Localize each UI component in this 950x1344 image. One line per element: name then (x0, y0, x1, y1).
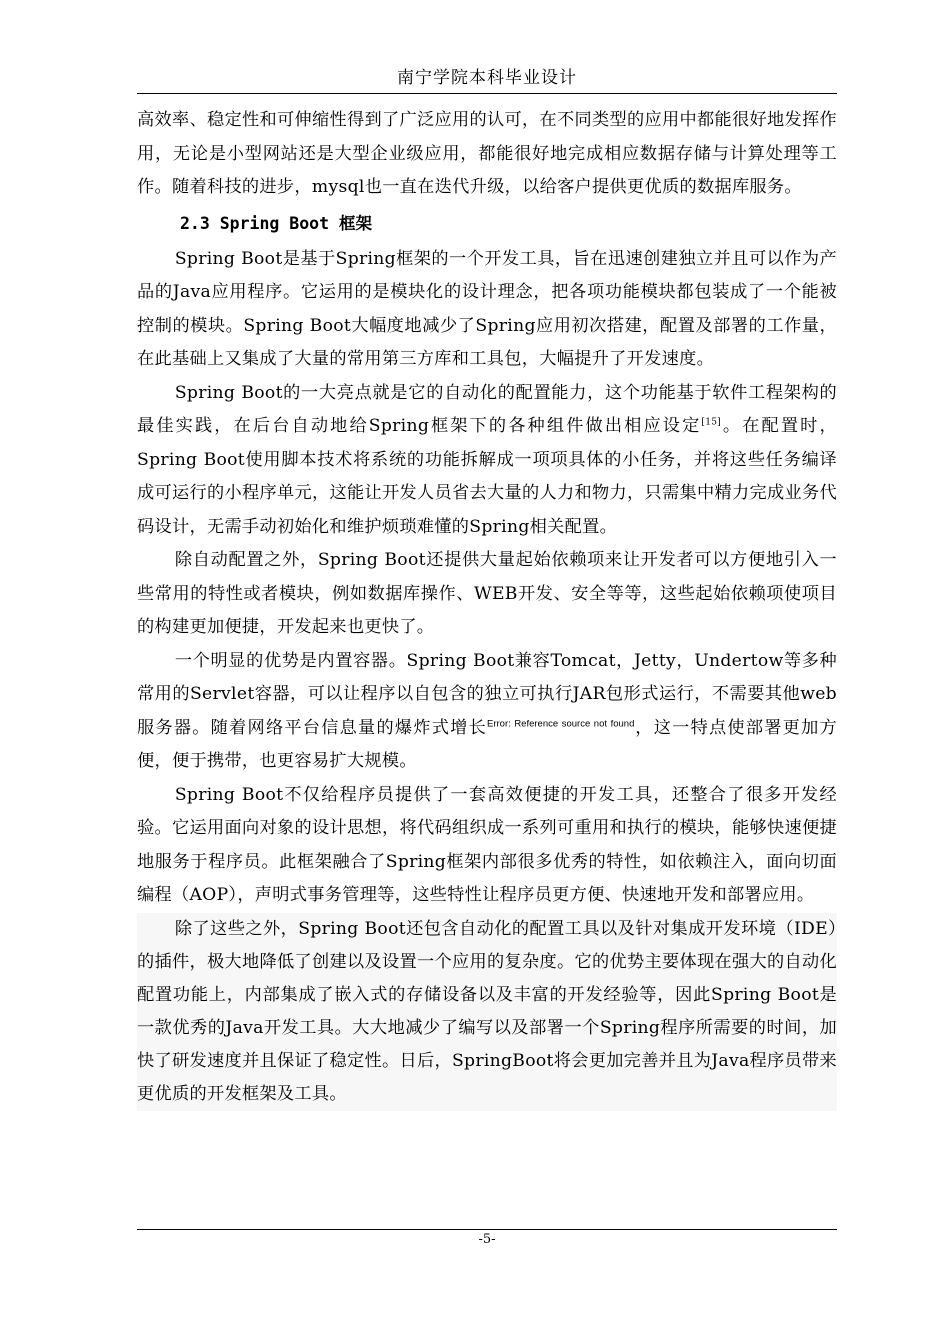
page-header-title: 南宁学院本科毕业设计 (397, 68, 577, 88)
section-heading: 2.3 Spring Boot 框架 (180, 213, 372, 233)
paragraph-text: 。在配置时，Spring Boot使用脚本技术将系统的功能拆解成一项项具体的小任务，并将这些任务编译成可运行的小程序单元，这能让开发人员省去大量的人力和物力，只需集中精力完成业务代码设计，无需手动初始化和维护烦琐难懂的Spring相关配置。 (137, 416, 837, 537)
paragraph-spring-boot-intro: Spring Boot是基于Spring框架的一个开发工具，旨在迅速创建独立并且可以作为产品的Java应用程序。它运用的是模块化的设计理念，把各项功能模块都包装成了一个能被控制的模块。Spring Boot大幅度地减少了Spring应用初次搭建，配置及部署的工作量，在此基础上又集成了大量的常用第三方库和工具包，大幅提升了开发速度。 (137, 248, 837, 369)
paragraph-embedded-container (137, 645, 837, 779)
reference-error-marker: Error: Reference source not found (487, 717, 635, 729)
header-divider (137, 93, 837, 94)
citation-marker: [15] (701, 417, 722, 428)
page-number: -5- (478, 1232, 496, 1247)
footer-divider (137, 1229, 837, 1230)
document-body (137, 104, 837, 1111)
paragraph-text: ，这一特点使部署更加方便，便于携带，也更容易扩大规模。 (137, 717, 838, 771)
paragraph-continuation: 高效率、稳定性和可伸缩性得到了广泛应用的认可，在不同类型的应用中都能很好地发挥作用，无论是小型网站还是大型企业级应用，都能很好地完成相应数据存储与计算处理等工作。随着科技的进步，mysql也一直在迭代升级，以给客户提供更优质的数据库服务。 (137, 110, 837, 197)
paragraph-starter-deps: 除自动配置之外，Spring Boot还提供大量起始依赖项来让开发者可以方便地引入一些常用的特性或者模块，例如数据库操作、WEB开发、安全等等，这些起始依赖项使项目的构建更加便捷，开发起来也更快了。 (137, 550, 837, 637)
paragraph-auto-config (137, 377, 837, 545)
paragraph-text: Spring Boot的一大亮点就是它的自动化的配置能力，这个功能基于软件工程架构的最佳实践，在后台自动地给Spring框架下的各种组件做出相应设定 (137, 382, 837, 436)
paragraph-summary: 除了这些之外，Spring Boot还包含自动化的配置工具以及针对集成开发环境（IDE）的插件，极大地降低了创建以及设置一个应用的复杂度。它的优势主要体现在强大的自动化配置功能上，内部集成了嵌入式的存储设备以及丰富的开发经验等，因此Spring Boot是一款优秀的Java开发工具。大大地减少了编写以及部署一个Spring程序所需要的时间，加快了研发速度并且保证了稳定性。日后，SpringBoot将会更加完善并且为Java程序员带来更优质的开发框架及工具。 (137, 913, 837, 1111)
paragraph-dev-experience: Spring Boot不仅给程序员提供了一套高效便捷的开发工具，还整合了很多开发经验。它运用面向对象的设计思想，将代码组织成一系列可重用和执行的模块，能够快速便捷地服务于程序员。此框架融合了Spring框架内部很多优秀的特性，如依赖注入，面向切面编程（AOP），声明式事务管理等，这些特性让程序员更方便、快速地开发和部署应用。 (137, 784, 837, 905)
paragraph-text: 一个明显的优势是内置容器。Spring Boot兼容Tomcat，Jetty，Undertow等多种常用的Servlet容器，可以让程序以自包含的独立可执行JAR包形式运行，不需要其他web服务器。随着网络平台信息量的爆炸式增长 (137, 650, 837, 738)
